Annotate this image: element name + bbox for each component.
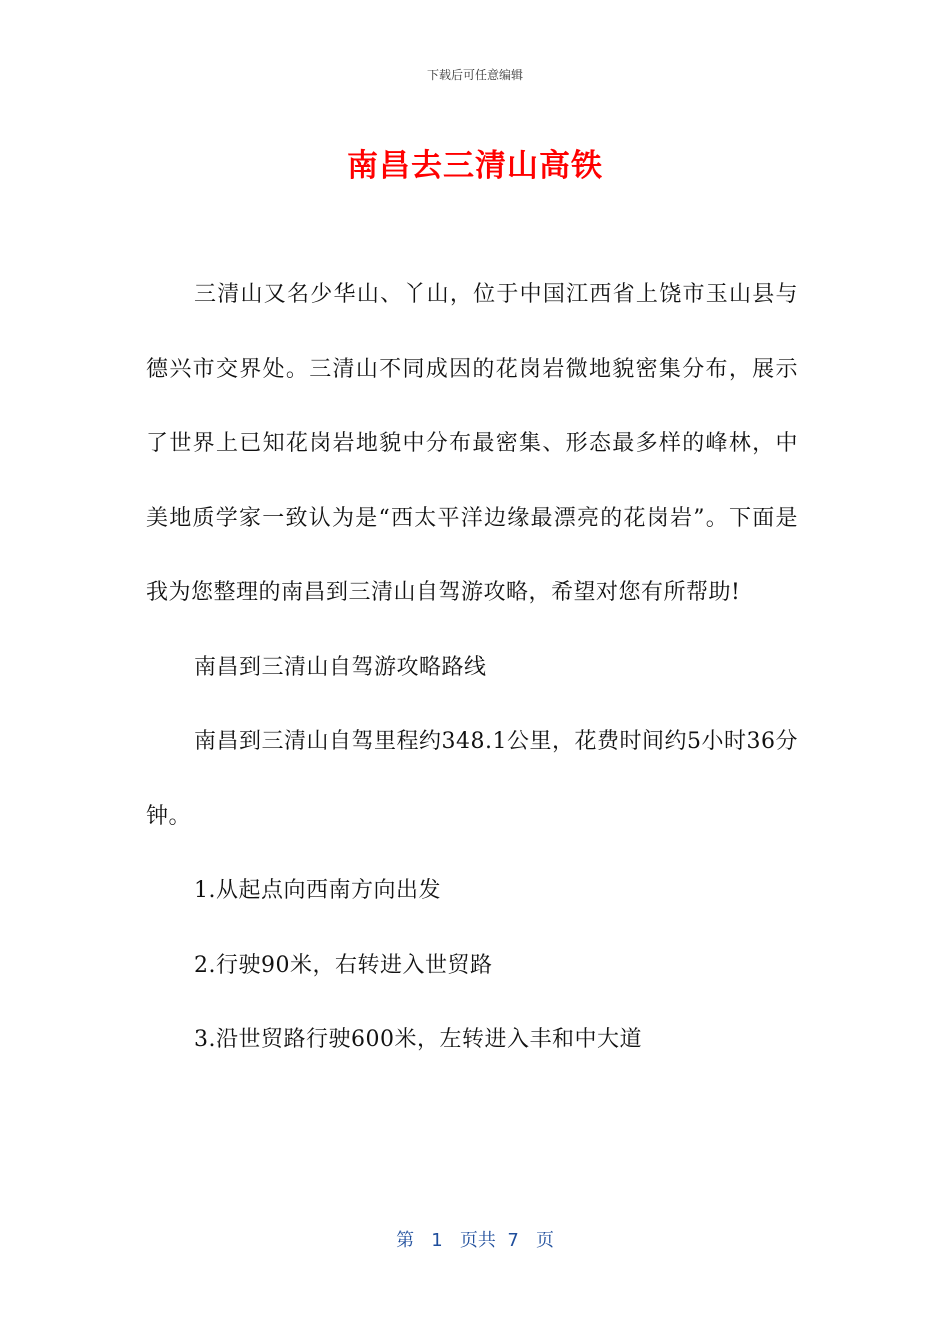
footer-total-pages: 7: [507, 1230, 519, 1251]
route-heading: 南昌到三清山自驾游攻略路线: [194, 654, 487, 680]
footer-page-label: 第: [396, 1230, 415, 1251]
document-body: [146, 258, 798, 1078]
footer-page-number: 1: [431, 1230, 443, 1251]
route-step-3: 3.沿世贸路行驶600米，左转进入丰和中大道: [194, 1027, 642, 1052]
distance-paragraph: 南昌到三清山自驾里程约348.1公里，花费时间约5小时36分钟。: [146, 729, 798, 829]
footer-page-suffix: 页: [535, 1230, 554, 1251]
header-note: 下载后可任意编辑: [426, 68, 523, 82]
page-footer: [0, 1226, 950, 1252]
footer-total-label: 页共: [459, 1230, 496, 1251]
document-title: 南昌去三清山高铁: [347, 148, 603, 184]
route-step-1: 1.从起点向西南方向出发: [194, 878, 441, 903]
intro-paragraph: 三清山又名少华山、丫山，位于中国江西省上饶市玉山县与德兴市交界处。三清山不同成因的花岗岩微地貌密集分布，展示了世界上已知花岗岩地貌中分布最密集、形态最多样的峰林，中美地质学家一致认为是“西太平洋边缘最漂亮的花岗岩”。下面是我为您整理的南昌到三清山自驾游攻略，希望对您有所帮助!: [146, 282, 798, 605]
route-step-2: 2.行驶90米，右转进入世贸路: [194, 952, 493, 978]
